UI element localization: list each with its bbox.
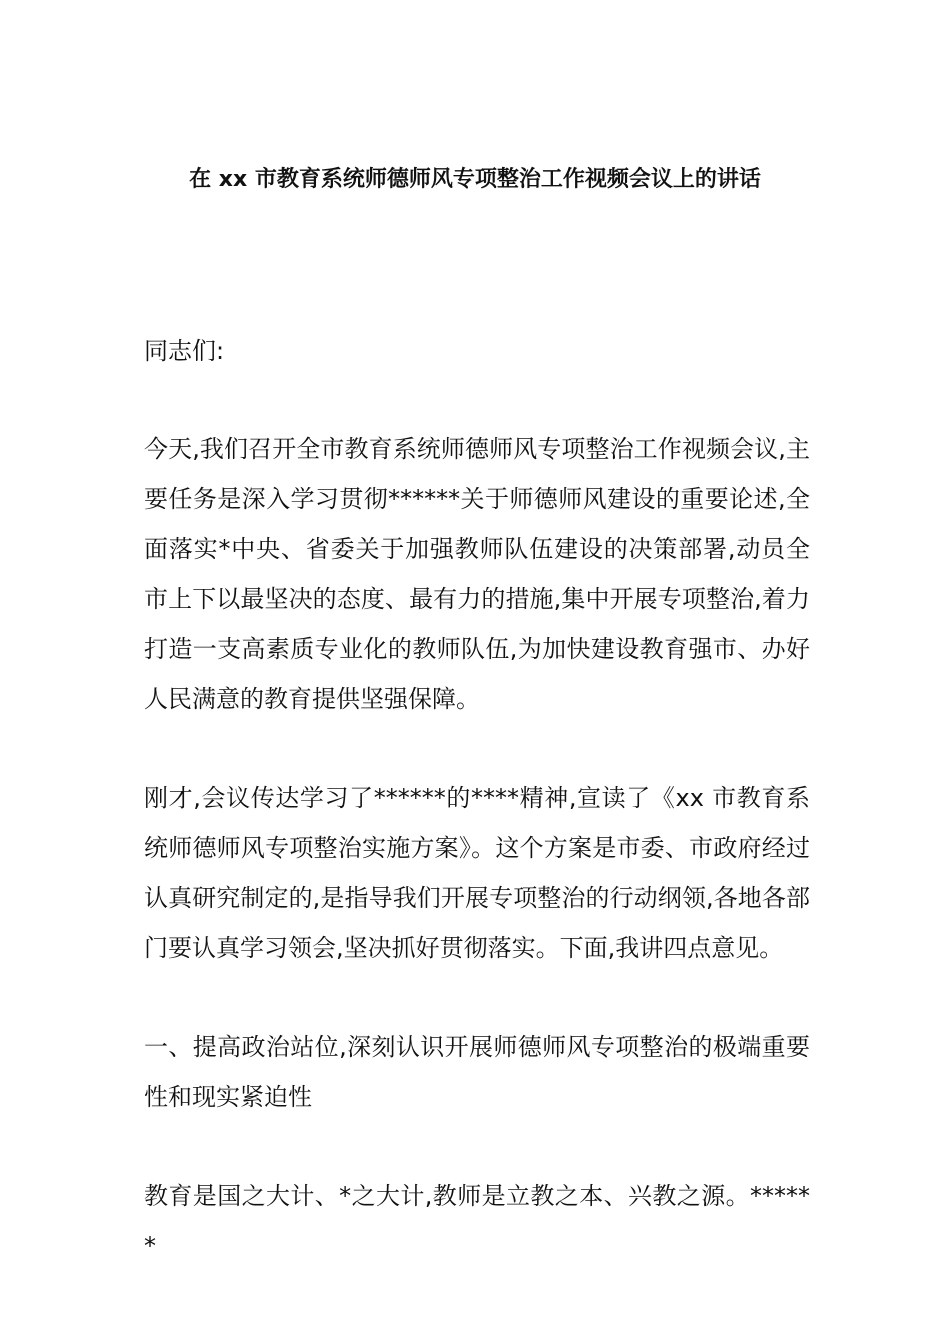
document-title: 在 xx 市教育系统师德师风专项整治工作视频会议上的讲话: [189, 167, 761, 192]
body-paragraph-1: 今天,我们召开全市教育系统师德师风专项整治工作视频会议,主要任务是深入学习贯彻******关于师德师风建设的重要论述,全面落实*中央、省委关于加强教师队伍建设的决策部署,动员全市上下以最坚决的态度、最有力的措施,集中开展专项整治,着力打造一支高素质专业化的教师队伍,为加快建设教育强市、办好人民满意的教育提供坚强保障。: [144, 435, 810, 713]
greeting: 同志们:: [144, 337, 225, 365]
section-heading-1: 一、提高政治站位,深刻认识开展师德师风专项整治的极端重要性和现实紧迫性: [144, 1033, 810, 1111]
body-paragraph-2: 刚才,会议传达学习了******的****精神,宣读了《xx 市教育系统师德师风专项整治实施方案》。这个方案是市委、市政府经过认真研究制定的,是指导我们开展专项整治的行动纲领,各地各部门要认真学习领会,坚决抓好贯彻落实。下面,我讲四点意见。: [144, 784, 810, 962]
body-paragraph-3: 教育是国之大计、*之大计,教师是立教之本、兴教之源。******: [144, 1182, 810, 1260]
